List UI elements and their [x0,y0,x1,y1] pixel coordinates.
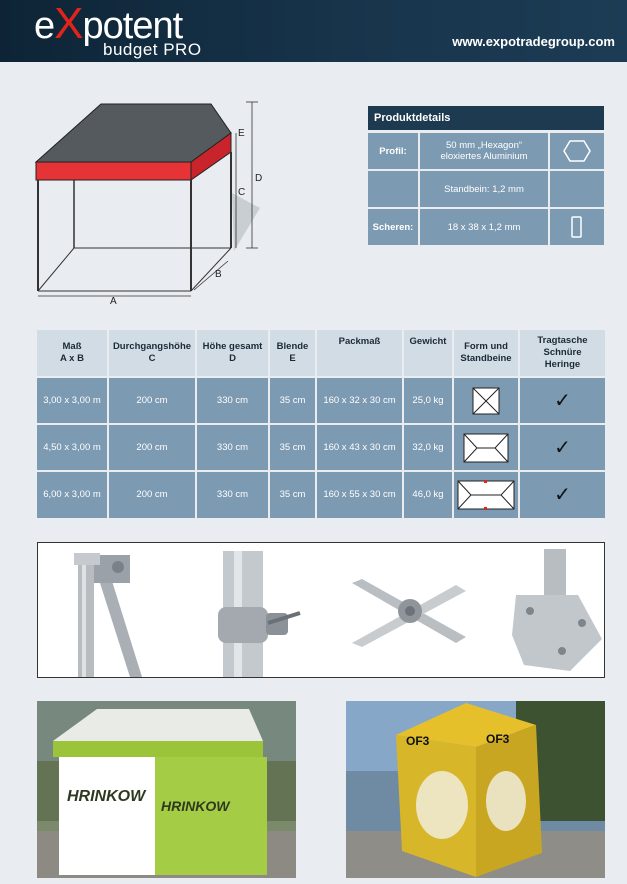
component-photos-panel [37,542,605,678]
cell-size: 6,00 x 3,00 m [37,472,107,518]
cell-pack: 160 x 43 x 30 cm [317,425,402,470]
header-form: Form und Standbeine [454,330,518,376]
header-accessories: Tragtasche Schnüre Heringe [520,330,605,376]
brand-logo: eXpotent [34,0,183,48]
dim-line-b [194,261,228,290]
row-label: Scheren: [368,209,418,245]
label-a: A [110,296,117,307]
cell-height: 330 cm [197,378,268,423]
form-square-icon [454,378,518,423]
cell-weight: 32,0 kg [404,425,452,470]
row-label [368,171,418,207]
header-total-height: Höhe gesamt D [197,330,268,376]
rectangle-profile-icon [550,209,604,245]
cell-clearance: 200 cm [109,472,195,518]
product-details-row [368,133,604,169]
hexagon-icon [550,133,604,169]
tent-photo-of3 [346,701,605,878]
base-line [191,248,231,291]
header-weight: Gewicht [404,330,452,376]
product-details-row [368,209,604,245]
cell-clearance: 200 cm [109,378,195,423]
checkmark-icon: ✓ [520,472,605,518]
cell-size: 3,00 x 3,00 m [37,378,107,423]
header-clearance: Durchgangshöhe C [109,330,195,376]
cell-size: 4,50 x 3,00 m [37,425,107,470]
header-size: Maß A x B [37,330,107,376]
cell-valance: 35 cm [270,472,315,518]
brand-text-right: HRINKOW [161,798,230,814]
corner-joint-image [38,543,178,677]
scissor-joint-image [338,543,478,677]
form-rect-medium-icon [454,425,518,470]
tent-photo-hrinkow [37,701,296,878]
brand-text-of3-2: OF3 [486,732,510,746]
row-label: Profil: [368,133,418,169]
empty-icon-cell [550,171,604,207]
product-details-row [368,171,604,207]
header-pack-size: Packmaß [317,330,402,376]
row-value: Standbein: 1,2 mm [420,171,548,207]
row-value: 50 mm „Hexagon“ eloxiertes Aluminium [420,133,548,169]
checkmark-icon: ✓ [520,378,605,423]
brand-text-left: HRINKOW [67,788,146,805]
cell-weight: 46,0 kg [404,472,452,518]
row-value: 18 x 38 x 1,2 mm [420,209,548,245]
cell-weight: 25,0 kg [404,378,452,423]
form-rect-long-icon [454,472,518,518]
cell-height: 330 cm [197,472,268,518]
brand-text-of3: OF3 [406,734,430,748]
cell-pack: 160 x 55 x 30 cm [317,472,402,518]
valance-front [36,162,191,180]
tent-roof [36,104,231,162]
header-banner [0,0,627,62]
label-d: D [255,173,263,184]
cell-valance: 35 cm [270,378,315,423]
cell-clearance: 200 cm [109,425,195,470]
base-line [38,248,74,291]
label-c: C [238,187,246,198]
foot-plate-image [478,543,608,677]
label-b: B [215,269,222,280]
label-e: E [238,128,245,139]
cell-valance: 35 cm [270,425,315,470]
product-details-title: Produktdetails [368,106,604,130]
tent-dimension-diagram [26,96,276,308]
checkmark-icon: ✓ [520,425,605,470]
logo-subtitle: budget PRO [103,40,202,59]
website-url[interactable]: www.expotradegroup.com [452,34,615,49]
spec-table [37,330,605,520]
leg-clamp-image [188,543,328,677]
cell-pack: 160 x 32 x 30 cm [317,378,402,423]
header-valance: Blende E [270,330,315,376]
cell-height: 330 cm [197,425,268,470]
